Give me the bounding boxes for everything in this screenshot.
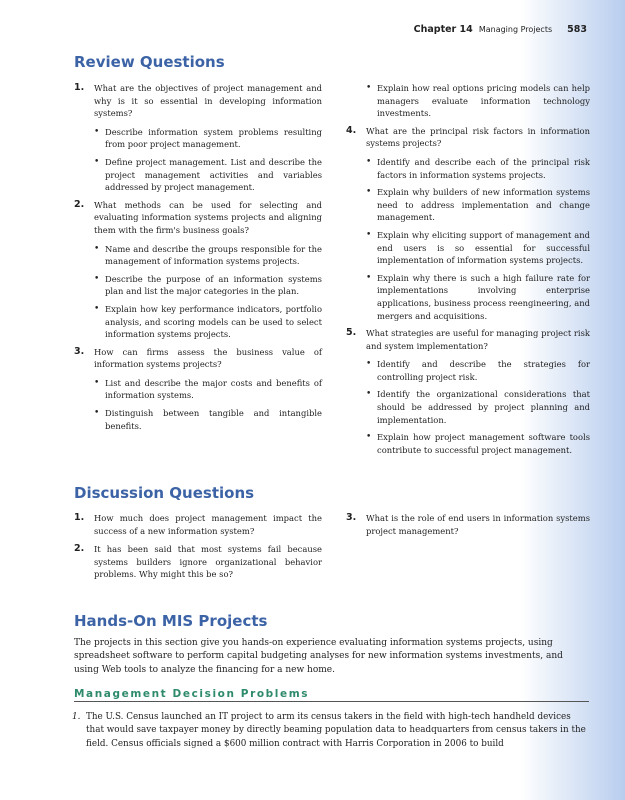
bullet-item xyxy=(352,82,590,120)
bullet-icon: • xyxy=(366,359,372,370)
question-number: 2. xyxy=(74,543,85,555)
bullet-text: Identify the organizational considerations that should be addressed by project planning and implementation. xyxy=(377,389,590,425)
question-text: How much does project management impact the success of a new information system? xyxy=(94,513,322,536)
management-problem-1 xyxy=(74,711,589,751)
bullet-icon: • xyxy=(366,187,372,198)
bullet-icon: • xyxy=(366,272,372,283)
bullet-text: Distinguish between tangible and intangible benefits. xyxy=(105,408,322,431)
review-right-column xyxy=(346,82,590,461)
bullet-item xyxy=(352,388,590,426)
bullet-text: Define project management. List and describe the project management activities and variables addressed by project management. xyxy=(105,156,322,193)
bullet-item xyxy=(80,243,322,268)
question-number: 2. xyxy=(74,198,85,210)
bullet-text: Explain how project management software tools contribute to successful project management. xyxy=(377,432,590,455)
problem-text: The U.S. Census launched an IT project to arm its census takers in the field with high-tech handheld devices that would save taxpayer money by directly beaming population data to headquarters from census takers in the field. Census officials signed a $600 million contract with Harris Corporation in 2006 to build xyxy=(86,712,586,749)
question-number: 5. xyxy=(346,327,357,339)
review-question-3 xyxy=(74,345,322,371)
review-question-1 xyxy=(74,82,322,120)
bullet-icon: • xyxy=(94,377,100,388)
bullet-icon: • xyxy=(366,432,372,443)
hands-on-intro: The projects in this section give you hands-on experience evaluating information systems projects, using spreadsheet software to perform capital budgeting analyses for new information systems investments, and using Web tools to analyze the financing for a new home. xyxy=(74,638,563,675)
bullet-item xyxy=(352,186,590,224)
question-number: 1. xyxy=(74,512,85,523)
bullet-item xyxy=(80,156,322,194)
bullet-text: Identify and describe the strategies for controlling project risk. xyxy=(377,359,590,382)
bullet-text: Explain how real options pricing models can help managers evaluate information technology investments. xyxy=(377,83,590,119)
bullet-icon: • xyxy=(94,156,100,167)
discussion-question-1 xyxy=(74,512,322,537)
running-header xyxy=(414,24,587,35)
bullet-icon: • xyxy=(94,243,100,254)
bullet-item xyxy=(352,156,590,181)
bullet-item xyxy=(352,358,590,383)
bullet-item xyxy=(352,272,590,322)
chapter-title: Managing Projects xyxy=(478,25,553,34)
discussion-questions-title: Discussion Questions xyxy=(74,484,255,502)
hands-on-title: Hands-On MIS Projects xyxy=(74,612,268,630)
question-text: It has been said that most systems fail because systems builders ignore organizational behavior problems. Why might this be so? xyxy=(94,544,322,580)
question-number: 4. xyxy=(346,124,357,136)
bullet-text: Explain how key performance indicators, portfolio analysis, and scoring models can be used to select information systems projects. xyxy=(105,303,322,340)
bullet-text: Describe information system problems resulting from poor project management. xyxy=(105,126,322,150)
bullet-item xyxy=(80,407,322,432)
review-questions-title: Review Questions xyxy=(74,53,225,71)
question-text: What are the principal risk factors in information systems projects? xyxy=(366,125,590,149)
bullet-icon: • xyxy=(366,229,372,240)
bullet-text: Name and describe the groups responsible for the management of information systems projects. xyxy=(105,243,322,267)
review-left-column xyxy=(74,82,322,437)
bullet-icon: • xyxy=(94,303,100,314)
bullet-icon: • xyxy=(366,83,372,93)
question-text: What is the role of end users in information systems project management? xyxy=(366,513,590,536)
chapter-number: Chapter 14 xyxy=(413,24,473,35)
question-text: What methods can be used for selecting and evaluating information systems projects and aligning them with the firm's business goals? xyxy=(94,199,322,235)
bullet-text: Explain why there is such a high failure rate for implementations involving enterprise applications, business process reengineering, and mergers and acquisitions. xyxy=(377,272,590,321)
discussion-right-column xyxy=(346,512,590,543)
page-number: 583 xyxy=(567,24,587,35)
bullet-icon: • xyxy=(94,273,100,284)
bullet-item xyxy=(80,273,322,298)
bullet-text: Explain why eliciting support of management and end users is so essential for successful implementation of information systems projects. xyxy=(377,229,590,266)
question-number: 3. xyxy=(346,512,357,523)
review-question-4 xyxy=(346,124,590,150)
discussion-question-2 xyxy=(74,543,322,581)
bullet-text: Identify and describe each of the principal risk factors in information systems projects. xyxy=(377,156,590,180)
bullet-icon: • xyxy=(94,126,100,137)
review-question-5 xyxy=(346,327,590,352)
bullet-icon: • xyxy=(94,408,100,419)
bullet-item xyxy=(80,303,322,341)
discussion-question-3 xyxy=(346,512,590,537)
bullet-item xyxy=(352,431,590,456)
bullet-text: List and describe the major costs and benefits of information systems. xyxy=(105,377,322,401)
bullet-item xyxy=(80,126,322,151)
question-text: What strategies are useful for managing project risk and system implementation? xyxy=(366,328,590,351)
bullet-icon: • xyxy=(366,389,372,400)
bullet-item xyxy=(80,377,322,402)
question-text: What are the objectives of project management and why is it so essential in developing information systems? xyxy=(94,83,322,119)
review-question-2 xyxy=(74,198,322,237)
problem-number: 1. xyxy=(72,712,81,722)
question-number: 3. xyxy=(74,345,85,357)
question-text: How can firms assess the business value of information systems projects? xyxy=(94,346,322,370)
bullet-icon: • xyxy=(366,156,372,167)
discussion-left-column xyxy=(74,512,322,587)
question-number: 1. xyxy=(74,82,85,93)
bullet-item xyxy=(352,229,590,267)
bullet-text: Explain why builders of new information systems need to address implementation and change management. xyxy=(377,187,590,223)
management-decision-subhead: Management Decision Problems xyxy=(74,688,589,702)
bullet-text: Describe the purpose of an information systems plan and list the major categories in the plan. xyxy=(105,273,322,297)
